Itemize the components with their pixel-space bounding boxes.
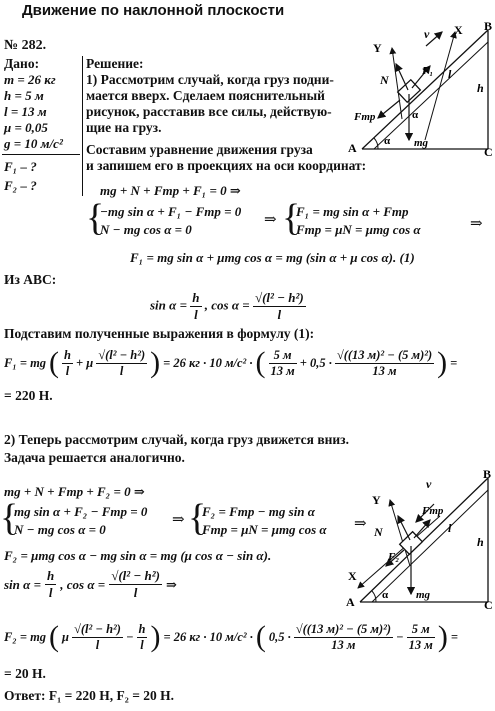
- system-2-right-eq: Fтр = μN = μmg cos α: [202, 522, 327, 537]
- frac-den: l: [277, 307, 282, 322]
- sin-label: sin α =: [4, 576, 42, 592]
- unknown-item: F₁ – ?: [4, 159, 37, 174]
- solution-text: рисунок, расставив все силы, действую-: [86, 104, 332, 119]
- system-2-left-eq: mg sin α + F₂ − Fтр = 0: [14, 504, 148, 519]
- label: A: [346, 595, 355, 609]
- f2-constants: = 26 кг · 10 м/с² ·: [163, 629, 253, 644]
- implies-arrow: ⇒: [470, 216, 483, 232]
- sin-cos-relations-2: sin α = $\frac{h}{l}$ , cos α = $\frac{\text{√(l² − h²)}}{l}$ ⇒: [4, 568, 177, 600]
- solution-text: Составим уравнение движения груза: [86, 142, 313, 157]
- f1-coef: + 0,5 ·: [299, 355, 332, 370]
- system-1-left-eq: −mg sin α + F₁ − Fтр = 0: [100, 204, 242, 219]
- given-item: l = 13 м: [4, 104, 47, 119]
- given-divider: [82, 56, 83, 196]
- frac-num: √(l² − h²): [98, 347, 146, 362]
- label: α: [384, 135, 391, 147]
- system-1-right-eq: Fтр = μN = μmg cos α: [296, 222, 421, 237]
- f2-lhs: F₂ = mg: [4, 629, 47, 644]
- f1-calculation: F₁ = mg ( $\frac{h}{l}$ + μ $\frac{\text{√(l² − h²)}}{l}$ ) = 26 кг · 10 м/с² · ( $\frac{5 м}{13 м}$ + 0,5 · $\frac{\text{√((13 м)² − (5 м)²)}}{13 м}$ ) =: [4, 346, 458, 379]
- equation-vector-2: mg + N + Fтр + F₂ = 0 ⇒: [4, 484, 145, 499]
- label: C: [484, 145, 493, 157]
- frac-num: √((13 м)² − (5 м)²): [295, 621, 392, 636]
- frac-num: 5 м: [407, 622, 435, 638]
- sin-cos-relations: [150, 290, 306, 323]
- solution-label: Решение:: [86, 56, 144, 71]
- frac-num: √((13 м)² − (5 м)²): [336, 347, 433, 362]
- from-abc-label: Из ABC:: [4, 272, 57, 287]
- system-brace: {: [86, 197, 105, 239]
- implies-arrow: ⇒: [264, 212, 277, 228]
- label: l: [448, 67, 452, 81]
- label: v: [426, 477, 432, 491]
- system-1-right-eq: F₁ = mg sin α + Fтр: [296, 204, 409, 219]
- system-brace: {: [188, 497, 207, 539]
- system-1-left-eq: N − mg cos α = 0: [100, 222, 192, 237]
- frac-den: 13 м: [270, 363, 295, 378]
- given-item: h = 5 м: [4, 88, 44, 103]
- solution-text: щие на груз.: [86, 120, 162, 135]
- given-item: μ = 0,05: [4, 120, 48, 135]
- label: F₂: [388, 551, 400, 563]
- cos-label: , cos α =: [204, 297, 250, 313]
- implies-arrow: ⇒: [354, 516, 367, 532]
- label: Fтр: [422, 505, 444, 517]
- label: α: [412, 109, 419, 121]
- frac-num: h: [138, 621, 146, 636]
- given-item: m = 26 кг: [4, 72, 56, 87]
- incline-figure-down: [330, 470, 495, 610]
- frac-den: l: [48, 585, 53, 600]
- system-2-left-eq: N − mg cos α = 0: [14, 522, 106, 537]
- label: X: [454, 23, 463, 37]
- solution-text: 2) Теперь рассмотрим случай, когда груз движется вниз.: [4, 432, 349, 447]
- f1-result: = 220 Н.: [4, 388, 53, 403]
- label: N: [374, 525, 383, 539]
- system-2-right-eq: F₂ = Fтр − mg sin α: [202, 504, 315, 519]
- frac-den: 13 м: [372, 363, 397, 378]
- f2-result: = 20 Н.: [4, 666, 46, 681]
- label: mg: [416, 589, 431, 601]
- frac-den: 13 м: [331, 637, 356, 652]
- label: mg: [414, 137, 429, 149]
- label: X: [348, 569, 357, 583]
- page-title: Движение по наклонной плоскости: [22, 2, 285, 19]
- label: C: [484, 598, 493, 610]
- frac-num: h: [47, 568, 55, 583]
- frac-num: 5 м: [269, 348, 297, 364]
- f1-lhs: F₁ = mg: [4, 355, 47, 370]
- label: Y: [372, 493, 381, 507]
- label: l: [448, 521, 452, 535]
- frac-den: l: [194, 307, 198, 322]
- solution-text: и запишем его в проекциях на оси координат:: [86, 158, 367, 173]
- label: N: [380, 73, 389, 87]
- frac-num: √(l² − h²): [254, 290, 304, 305]
- label: h: [477, 81, 484, 95]
- frac-den: l: [140, 637, 144, 652]
- label: α: [382, 589, 389, 601]
- label: B: [483, 470, 492, 481]
- incline-figure-up: [330, 22, 495, 157]
- unknown-item: F₂ – ?: [4, 178, 37, 193]
- equation-f1-formula: F₁ = mg sin α + μmg cos α = mg (sin α + μ cos α). (1): [130, 250, 415, 265]
- label: Fтр: [354, 111, 376, 123]
- implies-arrow: ⇒: [172, 512, 185, 528]
- label: B: [484, 22, 493, 33]
- substitute-text: Подставим полученные выражения в формулу (1):: [4, 326, 315, 341]
- sin-label: sin α =: [150, 297, 188, 313]
- given-separator: [2, 154, 80, 155]
- frac-den: l: [65, 363, 70, 378]
- frac-den: l: [133, 585, 138, 600]
- frac-num: √(l² − h²): [74, 621, 121, 636]
- frac-num: √(l² − h²): [111, 568, 160, 583]
- equation-vector-1: mg + N + Fтр + F₁ = 0 ⇒: [100, 183, 241, 198]
- answer: Ответ: F₁ = 220 Н, F₂ = 20 Н.: [4, 688, 175, 703]
- solution-text: мается вверх. Сделаем пояснительный: [86, 88, 325, 103]
- label: F₁: [422, 65, 434, 77]
- label: Y: [373, 41, 382, 55]
- system-brace: {: [0, 497, 19, 539]
- frac-den: 13 м: [408, 637, 433, 652]
- label: v: [424, 27, 430, 41]
- solution-text: 1) Рассмотрим случай, когда груз подни-: [86, 72, 334, 87]
- f1-constants: = 26 кг · 10 м/с² ·: [163, 355, 253, 370]
- frac-num: h: [64, 347, 71, 362]
- given-label: Дано:: [4, 56, 40, 71]
- cos-label: , cos α =: [60, 576, 106, 592]
- equation-f2-formula: F₂ = μmg cos α − mg sin α = mg (μ cos α − sin α).: [4, 548, 272, 563]
- given-item: g = 10 м/с²: [4, 136, 63, 151]
- problem-number: № 282.: [4, 38, 47, 53]
- label: h: [477, 535, 484, 549]
- f2-minus: −: [396, 629, 404, 644]
- solution-text: Задача решается аналогично.: [4, 450, 185, 465]
- label: A: [348, 141, 357, 155]
- f2-calculation: F₂ = mg ( μ $\frac{\text{√(l² − h²)}}{l}$ − $\frac{h}{l}$ ) = 26 кг · 10 м/с² · ( 0,5 · $\frac{\text{√((13 м)² − (5 м)²)}}{13 м}$ − $\frac{5 м}{13 м}$ ) =: [4, 620, 458, 653]
- f2-coef: 0,5 ·: [268, 629, 291, 644]
- frac-den: l: [119, 363, 124, 378]
- frac-num: h: [192, 290, 200, 305]
- system-brace: {: [282, 197, 301, 239]
- frac-den: l: [95, 637, 100, 652]
